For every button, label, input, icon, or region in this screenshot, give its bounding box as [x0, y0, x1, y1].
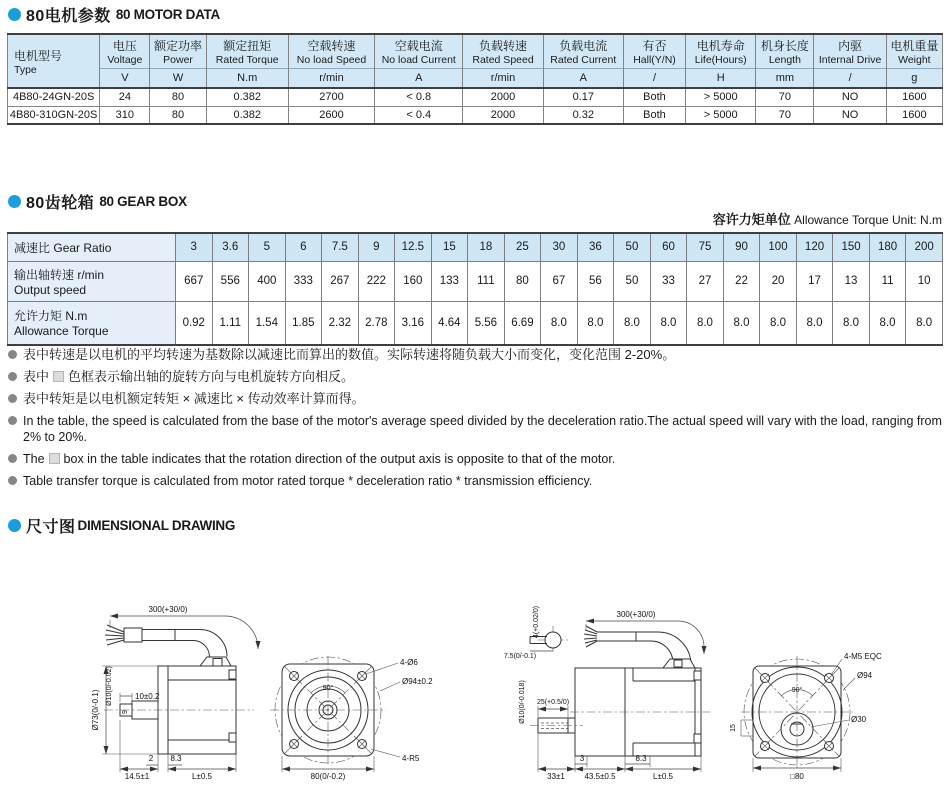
table-cell: 8.0 — [614, 301, 651, 345]
column-header — [543, 34, 623, 68]
column-header-en: No load Speed — [296, 53, 367, 66]
table-cell: 100 — [760, 233, 797, 261]
table-cell: 0.382 — [206, 88, 288, 106]
unit-cell: V — [100, 68, 150, 88]
table-cell: 310 — [100, 106, 150, 124]
gearbox-title-en: 80 GEAR BOX — [99, 194, 187, 209]
section-bullet-icon — [8, 8, 21, 21]
dim-cable-length: 300(+30/0) — [148, 605, 188, 614]
gearbox-table-row — [8, 301, 943, 345]
table-cell: 12.5 — [395, 233, 432, 261]
dim-15: 15 — [730, 724, 737, 732]
motor-table-row — [8, 106, 943, 124]
unit-cell: r/min — [288, 68, 374, 88]
row-header — [8, 301, 176, 345]
column-header-en: Rated Speed — [472, 53, 534, 66]
table-cell: 10 — [906, 261, 943, 301]
table-cell: 60 — [650, 233, 687, 261]
dim-square: □80 — [790, 772, 804, 781]
note-item — [8, 473, 942, 489]
dim-corner-radius: 4-R5 — [402, 754, 420, 763]
table-cell: 5 — [249, 233, 286, 261]
gearbox-title-zh: 80齿轮箱 — [26, 195, 95, 212]
gearbox-table-row — [8, 261, 943, 301]
unit-cell: A — [375, 68, 463, 88]
column-header — [150, 34, 206, 68]
table-cell: 24 — [100, 88, 150, 106]
dim-14-5: 14.5±1 — [124, 772, 150, 781]
drawing-section-title — [8, 514, 235, 537]
table-cell: 2000 — [463, 106, 543, 124]
table-cell: 6 — [285, 233, 322, 261]
table-cell: 4B80-310GN-20S — [8, 106, 100, 124]
column-header — [623, 34, 685, 68]
note-item — [8, 369, 942, 385]
table-cell: 0.17 — [543, 88, 623, 106]
dim-angle: 90° — [791, 687, 803, 694]
note-text: 表中转矩是以电机额定转矩 × 减速比 × 传动效率计算而得。 — [23, 391, 365, 406]
column-header — [288, 34, 374, 68]
table-cell: 8.0 — [869, 301, 906, 345]
unit-cell: W — [150, 68, 206, 88]
column-header-zh: 电机重量 — [890, 38, 939, 53]
table-cell: > 5000 — [686, 88, 756, 106]
allowance-torque-unit-note — [713, 209, 942, 228]
column-header-en: Length — [768, 53, 801, 66]
row-header — [8, 233, 176, 261]
table-cell: 75 — [687, 233, 724, 261]
table-cell: 111 — [468, 261, 505, 301]
column-header-zh: 电机寿命 — [696, 38, 745, 53]
note-text: Table transfer torque is calculated from motor rated torque * deceleration ratio * transmission efficiency. — [23, 474, 593, 488]
table-cell: 7.5 — [322, 233, 359, 261]
table-cell: 200 — [906, 233, 943, 261]
table-cell: 15 — [431, 233, 468, 261]
table-cell: 27 — [687, 261, 724, 301]
table-cell: 2.32 — [322, 301, 359, 345]
column-header-zh: 电机型号 — [14, 48, 63, 63]
table-cell: NO — [814, 106, 886, 124]
dim-bolt-circle: Ø94 — [857, 671, 873, 680]
note-item — [8, 347, 942, 363]
table-cell: 9 — [358, 233, 395, 261]
unit-cell: g — [886, 68, 942, 88]
column-header-en: No load Current — [381, 53, 456, 66]
table-cell: 0.382 — [206, 106, 288, 124]
table-cell: < 0.4 — [375, 106, 463, 124]
motor-section-title — [8, 3, 220, 26]
dim-L: L±0.5 — [192, 772, 212, 781]
column-header-en: Voltage — [107, 53, 143, 66]
table-cell: 1600 — [886, 88, 942, 106]
note-bullet-icon — [8, 394, 17, 403]
motor-title-en: 80 MOTOR DATA — [115, 7, 220, 22]
row-header-text: Output speed — [14, 282, 87, 297]
column-header-en: Rated Current — [550, 53, 617, 66]
table-cell: 80 — [504, 261, 541, 301]
section-bullet-icon — [8, 195, 21, 208]
table-cell: 36 — [577, 233, 614, 261]
table-cell: 133 — [431, 261, 468, 301]
note-bullet-icon — [8, 454, 17, 463]
motor-title-zh: 80电机参数 — [26, 8, 111, 25]
dim-boss: Ø30 — [851, 715, 867, 724]
table-cell: 333 — [285, 261, 322, 301]
motor-table-row — [8, 88, 943, 106]
table-cell: > 5000 — [686, 106, 756, 124]
dim-8-3: 8.3 — [635, 754, 647, 763]
drawing-title-en: DIMENSIONAL DRAWING — [77, 518, 236, 533]
table-cell: 3.6 — [212, 233, 249, 261]
dim-square: 80(0/-0.2) — [310, 772, 346, 781]
column-header-zh: 电压 — [112, 38, 137, 53]
table-cell: 1.85 — [285, 301, 322, 345]
table-cell: 2000 — [463, 88, 543, 106]
column-header-zh: 空载电流 — [394, 38, 443, 53]
table-cell: 4B80-24GN-20S — [8, 88, 100, 106]
note-item — [8, 413, 942, 445]
dim-8-3: 8.3 — [170, 754, 182, 763]
dim-33: 33±1 — [547, 772, 565, 781]
motor-drawing-svg — [50, 570, 490, 803]
dim-body-dia: Ø73(0/-0.1) — [91, 689, 100, 731]
gray-box-swatch — [53, 371, 64, 382]
column-header — [814, 34, 886, 68]
unit-cell: N.m — [206, 68, 288, 88]
column-header-en: Type — [14, 63, 37, 76]
note-bullet-icon — [8, 476, 17, 485]
motor-data-table — [7, 33, 943, 125]
table-cell: 556 — [212, 261, 249, 301]
table-cell: 8.0 — [906, 301, 943, 345]
table-cell: 667 — [176, 261, 213, 301]
column-header-zh: 额定功率 — [154, 38, 203, 53]
column-header-en: Rated Torque — [215, 53, 279, 66]
unit-cell: mm — [756, 68, 814, 88]
drawing-title-zh: 尺寸图 — [26, 519, 76, 536]
row-header — [8, 261, 176, 301]
gearbox-section-title — [8, 190, 187, 213]
dim-shaft-dia: Ø10(0/-0.02) — [106, 666, 113, 706]
column-header — [756, 34, 814, 68]
dim-screws: 4-M5 EQC — [844, 652, 882, 661]
note-item — [8, 451, 942, 467]
table-cell: 8.0 — [687, 301, 724, 345]
table-cell: 400 — [249, 261, 286, 301]
column-header — [375, 34, 463, 68]
row-header-text: Allowance Torque — [14, 324, 109, 339]
row-header-text: 输出轴转速 r/min — [14, 267, 105, 282]
column-header — [686, 34, 756, 68]
gearmotor-drawing-svg — [498, 570, 950, 803]
row-header-text: 减速比 — [14, 240, 51, 255]
unit-cell: A — [543, 68, 623, 88]
column-header — [8, 34, 100, 88]
table-cell: 1600 — [886, 106, 942, 124]
table-cell: 6.69 — [504, 301, 541, 345]
gearmotor-dimensional-drawing — [498, 570, 950, 803]
table-cell: 20 — [760, 261, 797, 301]
note-item — [8, 391, 942, 407]
notes-list — [8, 347, 942, 495]
table-cell: 67 — [541, 261, 578, 301]
dim-3: 3 — [579, 754, 585, 763]
table-cell: 8.0 — [650, 301, 687, 345]
gray-box-swatch — [49, 453, 60, 464]
table-cell: 1.11 — [212, 301, 249, 345]
table-cell: Both — [623, 88, 685, 106]
table-cell: 5.56 — [468, 301, 505, 345]
column-header-en: Weight — [898, 53, 931, 66]
unit-cell: / — [814, 68, 886, 88]
table-cell: NO — [814, 88, 886, 106]
table-cell: 8.0 — [760, 301, 797, 345]
table-cell: 22 — [723, 261, 760, 301]
column-header-zh: 空载转速 — [307, 38, 356, 53]
table-cell: 1.54 — [249, 301, 286, 345]
dim-shaft-step: 9 — [122, 710, 129, 714]
column-header-zh: 机身长度 — [760, 38, 809, 53]
table-cell: 50 — [614, 261, 651, 301]
column-header-zh: 有否 — [642, 38, 667, 53]
column-header-zh: 负载转速 — [479, 38, 528, 53]
note-text: The box in the table indicates that the rotation direction of the output axis is opposite to that of the motor. — [23, 452, 616, 466]
table-cell: 267 — [322, 261, 359, 301]
column-header-en: Life(Hours) — [694, 53, 747, 66]
unit-cell: H — [686, 68, 756, 88]
dim-bolt-circle: Ø94±0.2 — [402, 677, 433, 686]
note-text: 表中转速是以电机的平均转速为基数除以减速比而算出的数值。实际转速将随负载大小而变化，变化范围 2-20%。 — [23, 347, 676, 362]
dim-key-width: 4(+0.02/0) — [533, 605, 540, 639]
column-header-en: Hall(Y/N) — [633, 53, 676, 66]
table-cell: 3.16 — [395, 301, 432, 345]
shaft-key-detail — [504, 606, 568, 660]
table-cell: 150 — [833, 233, 870, 261]
table-cell: 2.78 — [358, 301, 395, 345]
table-cell: 180 — [869, 233, 906, 261]
table-cell: 25 — [504, 233, 541, 261]
column-header — [463, 34, 543, 68]
section-bullet-icon — [8, 519, 21, 532]
table-cell: 8.0 — [577, 301, 614, 345]
table-cell: 80 — [150, 88, 206, 106]
table-cell: 0.92 — [176, 301, 213, 345]
table-cell: 8.0 — [833, 301, 870, 345]
note-bullet-icon — [8, 416, 17, 425]
dim-shaft-length: 10±0.2 — [135, 692, 160, 701]
table-cell: 160 — [395, 261, 432, 301]
table-cell: 4.64 — [431, 301, 468, 345]
dim-angle: 90° — [322, 685, 334, 692]
table-cell: 33 — [650, 261, 687, 301]
gearmotor-front-view — [730, 652, 882, 781]
table-cell: 2700 — [288, 88, 374, 106]
table-cell: 70 — [756, 88, 814, 106]
dim-shaft-length: 25(+0.5/0) — [536, 699, 570, 706]
note-bullet-icon — [8, 372, 17, 381]
table-cell: 8.0 — [796, 301, 833, 345]
column-header-en: Internal Drive — [818, 53, 882, 66]
note-bullet-icon — [8, 350, 17, 359]
unit-cell: r/min — [463, 68, 543, 88]
column-header-zh: 负载电流 — [559, 38, 608, 53]
dim-43-5: 43.5±0.5 — [584, 772, 616, 781]
table-cell: 18 — [468, 233, 505, 261]
table-cell: 90 — [723, 233, 760, 261]
column-header — [886, 34, 942, 68]
dim-holes: 4-Ø6 — [400, 658, 418, 667]
table-cell: < 0.8 — [375, 88, 463, 106]
dim-key-depth: 7.5(0/-0.1) — [503, 653, 537, 660]
table-cell: 2600 — [288, 106, 374, 124]
unit-cell: / — [623, 68, 685, 88]
table-cell: 50 — [614, 233, 651, 261]
table-cell: 222 — [358, 261, 395, 301]
table-cell: 17 — [796, 261, 833, 301]
table-cell: 13 — [833, 261, 870, 301]
unit-note-zh: 容许力矩单位 — [712, 212, 791, 227]
dim-2: 2 — [148, 754, 154, 763]
table-cell: 11 — [869, 261, 906, 301]
table-cell: 120 — [796, 233, 833, 261]
table-cell: 56 — [577, 261, 614, 301]
table-cell: 80 — [150, 106, 206, 124]
column-header — [206, 34, 288, 68]
table-cell: 70 — [756, 106, 814, 124]
column-header-zh: 内驱 — [838, 38, 863, 53]
column-header-en: Power — [163, 53, 193, 66]
table-cell: 8.0 — [723, 301, 760, 345]
motor-front-view — [270, 656, 433, 781]
dim-L: L±0.5 — [653, 772, 673, 781]
row-header-text: Gear Ratio — [53, 240, 112, 255]
table-cell: 8.0 — [541, 301, 578, 345]
dim-shaft-dia: Ø10(0/-0.018) — [519, 680, 526, 724]
note-text: 表中 色框表示输出轴的旋转方向与电机旋转方向相反。 — [23, 369, 355, 384]
table-cell: 30 — [541, 233, 578, 261]
unit-note-en: Allowance Torque Unit: N.m — [794, 213, 942, 227]
note-text: In the table, the speed is calculated from the base of the motor's average speed divided by the deceleration ratio.The actual speed will vary with the load, ranging from 2% to 20%. — [23, 414, 942, 444]
motor-side-view — [91, 605, 258, 781]
row-header-text: 允许力矩 N.m — [14, 309, 88, 324]
table-cell: Both — [623, 106, 685, 124]
table-cell: 3 — [176, 233, 213, 261]
gearbox-table — [7, 232, 943, 346]
motor-dimensional-drawing — [50, 570, 490, 803]
column-header-zh: 额定扭矩 — [223, 38, 272, 53]
dim-cable-length: 300(+30/0) — [616, 610, 656, 619]
table-cell: 0.32 — [543, 106, 623, 124]
column-header — [100, 34, 150, 68]
gearbox-table-row — [8, 233, 943, 261]
